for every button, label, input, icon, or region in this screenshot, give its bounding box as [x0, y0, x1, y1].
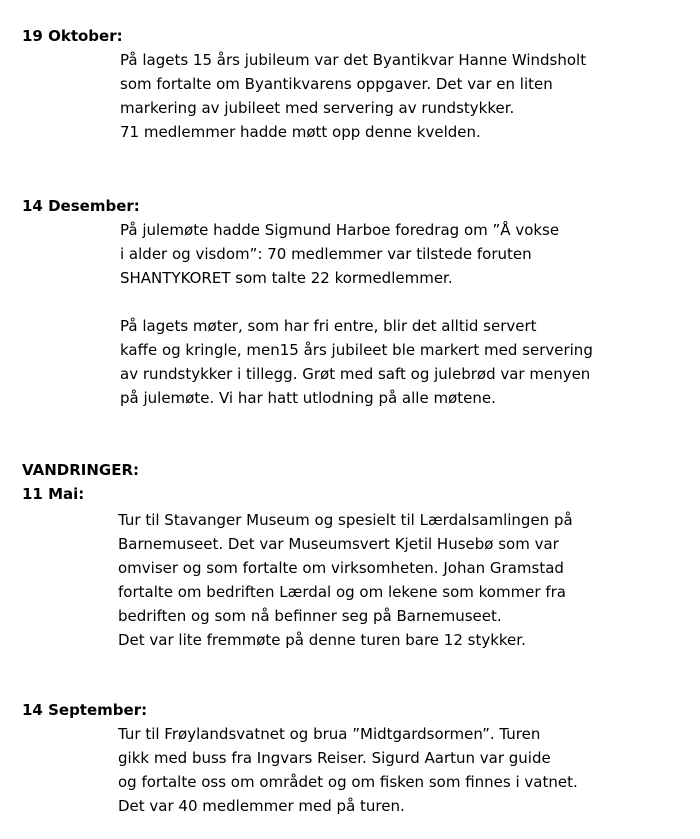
paragraph-line: Barnemuseet. Det var Museumsvert Kjetil Husebø som var	[118, 535, 559, 553]
section-paragraph	[118, 508, 573, 652]
paragraph-line: Det var 40 medlemmer med på turen.	[118, 797, 405, 815]
paragraph-line: Tur til Stavanger Museum og spesielt til Lærdalsamlingen på	[118, 511, 573, 529]
paragraph-line: på julemøte. Vi har hatt utlodning på alle møtene.	[120, 389, 496, 407]
section-paragraph	[120, 48, 586, 144]
paragraph-line: SHANTYKORET som talte 22 kormedlemmer.	[120, 269, 453, 287]
paragraph-line: På lagets 15 års jubileum var det Byantikvar Hanne Windsholt	[120, 51, 587, 69]
paragraph-line: fortalte om bedriften Lærdal og om lekene som kommer fra	[118, 583, 566, 601]
paragraph-line: av rundstykker i tillegg. Grøt med saft og julebrød var menyen	[120, 365, 591, 383]
section-paragraph	[118, 722, 578, 818]
paragraph-line: som fortalte om Byantikvarens oppgaver. Det var en liten	[120, 75, 553, 93]
group-heading-vandringer: VANDRINGER:	[22, 461, 139, 479]
section-paragraph	[120, 218, 559, 290]
section-paragraph	[120, 314, 593, 410]
paragraph-line: På julemøte hadde Sigmund Harboe foredrag om ”Å vokse	[120, 221, 560, 239]
section-heading-19-oktober: 19 Oktober:	[22, 27, 123, 45]
section-heading-11-mai: 11 Mai:	[22, 485, 85, 503]
paragraph-line: markering av jubileet med servering av rundstykker.	[120, 99, 515, 117]
paragraph-line: omviser og som fortalte om virksomheten. Johan Gramstad	[118, 559, 564, 577]
paragraph-line: og fortalte oss om området og om fisken som finnes i vatnet.	[118, 773, 578, 791]
paragraph-line: gikk med buss fra Ingvars Reiser. Sigurd Aartun var guide	[118, 749, 551, 767]
paragraph-line: På lagets møter, som har fri entre, blir det alltid servert	[120, 317, 537, 335]
paragraph-line: i alder og visdom”: 70 medlemmer var tilstede foruten	[120, 245, 532, 263]
paragraph-line: Det var lite fremmøte på denne turen bare 12 stykker.	[118, 631, 526, 649]
paragraph-line: bedriften og som nå befinner seg på Barnemuseet.	[118, 607, 502, 625]
paragraph-line: 71 medlemmer hadde møtt opp denne kvelden.	[120, 123, 481, 141]
paragraph-line: kaffe og kringle, men15 års jubileet ble markert med servering	[120, 341, 593, 359]
paragraph-line: Tur til Frøylandsvatnet og brua ”Midtgardsormen”. Turen	[118, 725, 541, 743]
section-heading-14-desember: 14 Desember:	[22, 197, 140, 215]
section-heading-14-september: 14 September:	[22, 701, 148, 719]
